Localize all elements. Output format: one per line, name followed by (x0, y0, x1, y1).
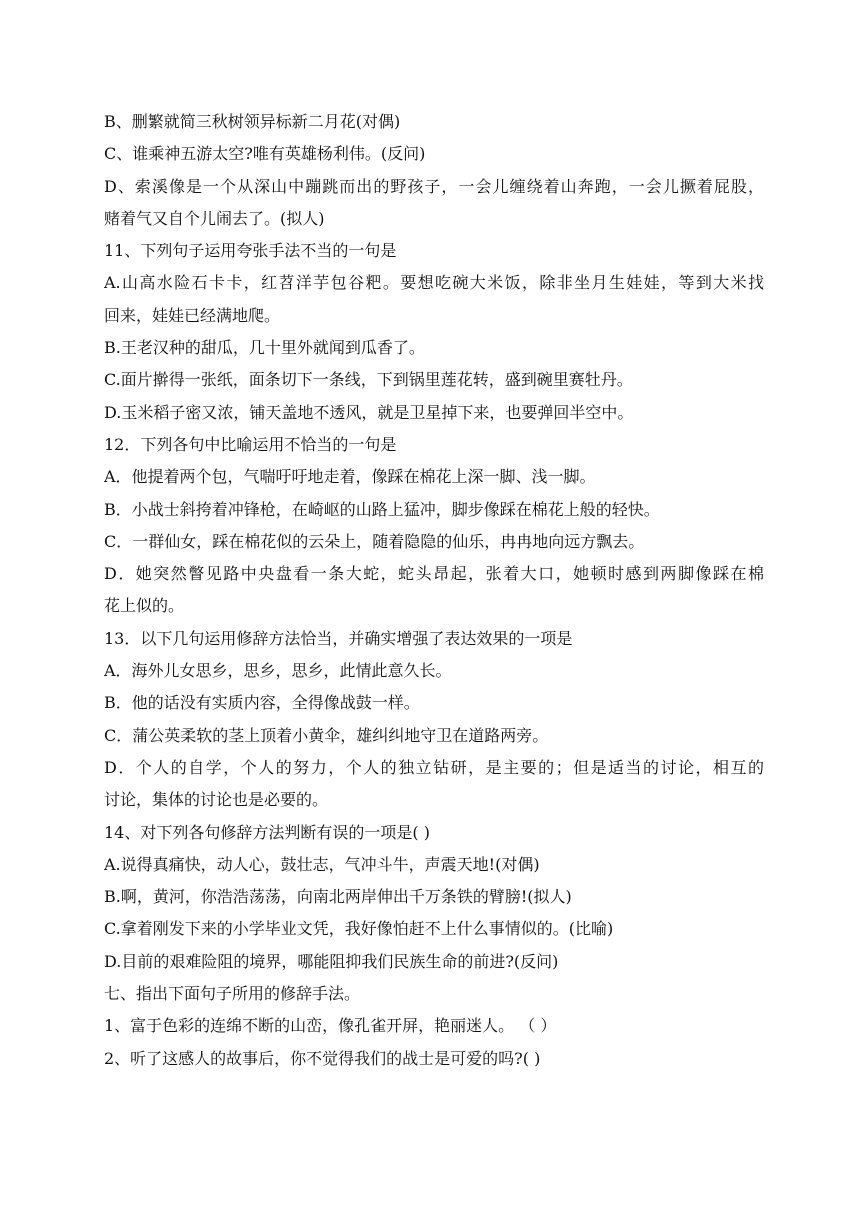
option-line: A．他提着两个包，气喘吁吁地走着，像踩在棉花上深一脚、浅一脚。 (104, 467, 596, 487)
option-line: C.拿着刚发下来的小学毕业文凭，我好像怕赶不上什么事情似的。(比喻) (104, 919, 614, 939)
question-12: 12．下列各句中比喻运用不恰当的一句是 (104, 434, 397, 454)
option-line: C、谁乘神五游太空?唯有英雄杨利伟。(反问) (104, 144, 426, 164)
option-line: C．蒲公英柔软的茎上顶着小黄伞，雄纠纠地守卫在道路两旁。 (104, 725, 549, 745)
option-line: B．他的话没有实质内容，全得像战鼓一样。 (104, 693, 420, 713)
option-line: A.说得真痛快，动人心，鼓壮志，气冲斗牛，声震天地!(对偶) (104, 854, 540, 874)
option-line: A．海外儿女思乡，思乡，思乡，此情此意久长。 (104, 661, 452, 681)
option-line: B、删繁就简三秋树领异标新二月花(对偶) (104, 112, 401, 131)
option-line: C.面片擀得一张纸，面条切下一条线，下到锅里莲花转，盛到碗里赛牡丹。 (104, 370, 633, 390)
option-line: B.啊，黄河，你浩浩荡荡，向南北两岸伸出千万条铁的臂膀!(拟人) (104, 887, 572, 907)
exercise-item: 1、富于色彩的连绵不断的山峦，像孔雀开屏，艳丽迷人。 （ ） (104, 1016, 557, 1036)
option-line: D.目前的艰难险阻的境界，哪能阻抑我们民族生命的前进?(反问) (104, 951, 559, 971)
section-heading: 七、指出下面句子所用的修辞手法。 (104, 984, 361, 1004)
option-line: A.山高水险石卡卡，红苕洋芋包谷粑。要想吃碗大米饭，除非坐月生娃娃，等到大米找 (104, 273, 764, 293)
option-line: D．个人的自学，个人的努力，个人的独立钻研，是主要的；但是适当的讨论，相互的 (104, 757, 764, 777)
option-line: B．小战士斜挎着冲锋枪，在崎岖的山路上猛冲，脚步像踩在棉花上般的轻快。 (104, 499, 660, 519)
option-line: B.王老汉种的甜瓜，几十里外就闻到瓜香了。 (104, 338, 425, 358)
option-line-continued: 回来，娃娃已经满地爬。 (104, 305, 281, 325)
option-line: C．一群仙女，踩在棉花似的云朵上，随着隐隐的仙乐，冉冉地向远方飘去。 (104, 531, 645, 551)
option-line: D、索溪像是一个从深山中蹦跳而出的野孩子，一会儿缠绕着山奔跑，一会儿撅着屁股， (104, 176, 764, 196)
question-11: 11、下列句子运用夸张手法不当的一句是 (104, 241, 397, 261)
question-13: 13．以下几句运用修辞方法恰当，并确实增强了表达效果的一项是 (104, 628, 573, 648)
option-line-continued: 赌着气又自个儿闹去了。(拟人) (104, 208, 325, 228)
option-line: D.玉米稻子密又浓，铺天盖地不透风，就是卫星掉下来，也要弹回半空中。 (104, 402, 634, 422)
exercise-item: 2、听了这感人的故事后，你不觉得我们的战士是可爱的吗?( ) (104, 1048, 541, 1068)
option-line-continued: 讨论，集体的讨论也是必要的。 (104, 790, 329, 810)
question-14: 14、对下列各句修辞方法判断有误的一项是( ) (104, 822, 430, 842)
option-line: D．她突然瞥见路中央盘看一条大蛇，蛇头昂起，张着大口，她顿时感到两脚像踩在棉 (104, 564, 764, 584)
option-line-continued: 花上似的。 (104, 596, 185, 616)
